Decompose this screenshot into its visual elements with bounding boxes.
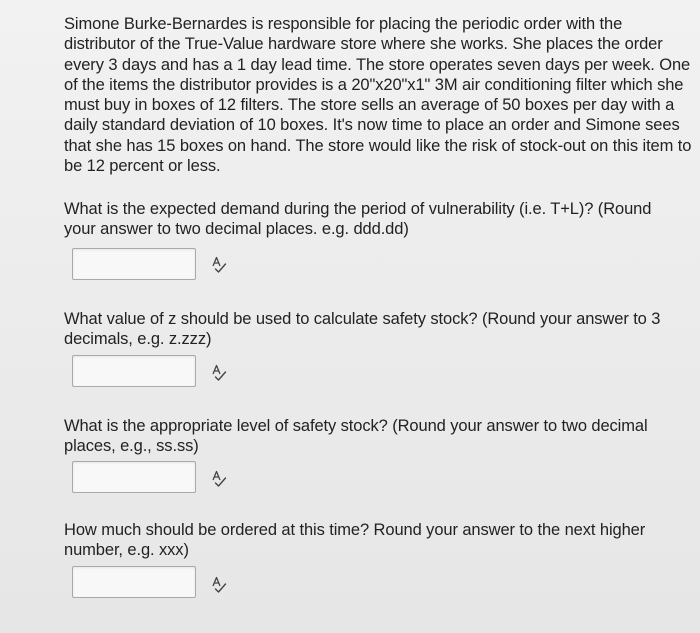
spellcheck-icon[interactable] [210,364,228,382]
spellcheck-icon-glyph [210,256,228,274]
question-2-answer-input[interactable] [72,355,196,387]
question-3-answer-input[interactable] [72,461,196,493]
problem-statement: Simone Burke-Bernardes is responsible for placing the periodic order with the distributor of the True-Value hardware store where she works. She places the order every 3 days and has a 1 day lead time. The store operates seven days per week. One of the items the distributor provides is a 20"x20"x1" 3M air conditioning filter which she must buy in boxes of 12 filters. The store sells an average of 50 boxes per day with a daily standard deviation of 10 boxes. It's now time to place an order and Simone sees that she has 15 boxes on hand. The store would like the risk of stock-out on this item to be 12 percent or less. [64,15,692,176]
question-2-text: What value of z should be used to calculate safety stock? (Round your answer to 3 decimals, e.g. z.zzz) [64,310,661,349]
spellcheck-icon[interactable] [210,256,228,274]
spellcheck-icon-glyph [210,364,228,382]
question-4-text: How much should be ordered at this time? Round your answer to the next higher number, e.g. xxx) [64,521,646,560]
spellcheck-icon[interactable] [210,576,228,594]
question-1-answer-input[interactable] [72,248,196,280]
question-1-text: What is the expected demand during the period of vulnerability (i.e. T+L)? (Round your answer to two decimal places. e.g. ddd.dd) [64,200,652,239]
question-4-answer-input[interactable] [72,566,196,598]
spellcheck-icon-glyph [210,576,228,594]
spellcheck-icon[interactable] [210,470,228,488]
spellcheck-icon-glyph [210,470,228,488]
question-3-text: What is the appropriate level of safety stock? (Round your answer to two decimal places, e.g., ss.ss) [64,417,648,456]
